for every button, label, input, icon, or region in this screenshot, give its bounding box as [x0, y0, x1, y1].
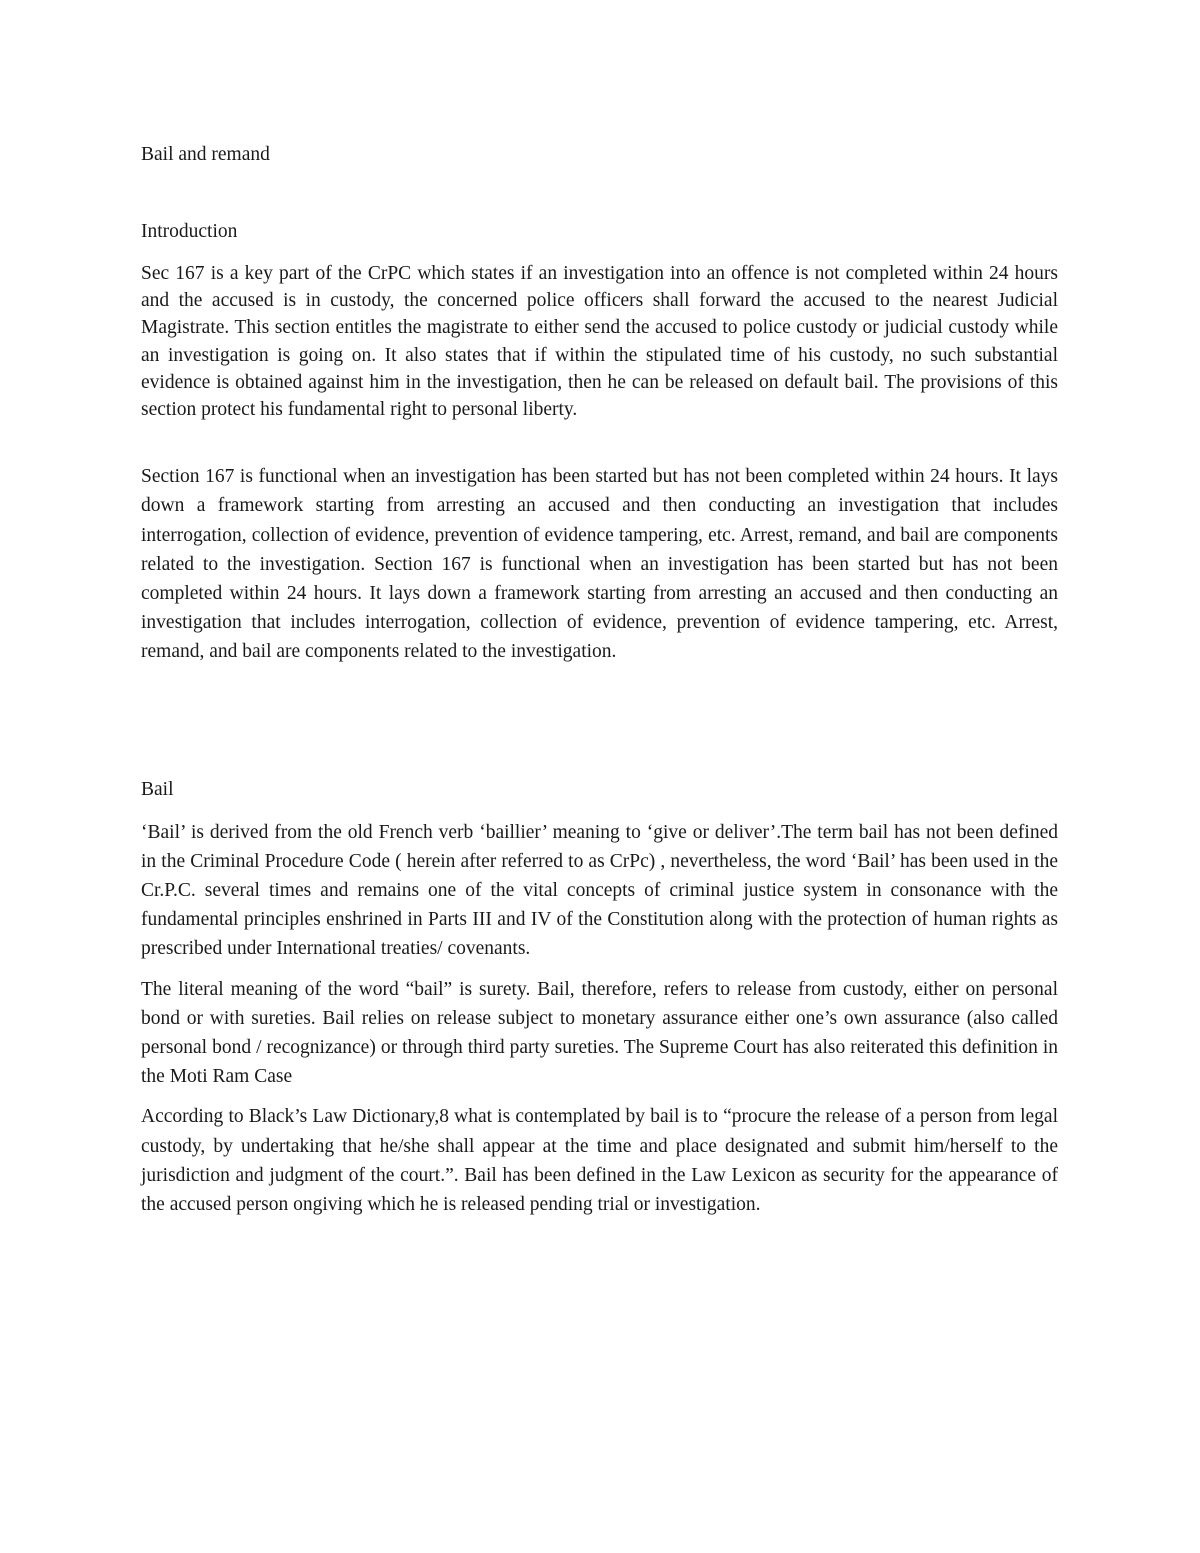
- bail-paragraph-2: The literal meaning of the word “bail” is surety. Bail, therefore, refers to release from custody, either on personal bond or with sureties. Bail relies on release subject to monetary assurance either one’s own assurance (also called personal bond / recognizance) or through third party sureties. The Supreme Court has also reiterated this definition in the Moti Ram Case: [141, 978, 1058, 1088]
- section-heading-introduction: Introduction: [141, 221, 238, 242]
- bail-paragraph-3: According to Black’s Law Dictionary,8 what is contemplated by bail is to “procure the release of a person from legal custody, by undertaking that he/she shall appear at the time and place designated and submit him/herself to the jurisdiction and judgment of the court.”. Bail has been defined in the Law Lexicon as security for the appearance of the accused person ongiving which he is released pending trial or investigation.: [141, 1106, 1058, 1216]
- introduction-paragraph-1: Sec 167 is a key part of the CrPC which states if an investigation into an offence is not completed within 24 hours and the accused is in custody, the concerned police officers shall forward the accused to the nearest Judicial Magistrate. This section entitles the magistrate to either send the accused to police custody or judicial custody while an investigation is going on. It also states that if within the stipulated time of his custody, no such substantial evidence is obtained against him in the investigation, then he can be released on default bail. The provisions of this section protect his fundamental right to personal liberty.: [141, 263, 1058, 421]
- introduction-paragraph-2: Section 167 is functional when an investigation has been started but has not been completed within 24 hours. It lays down a framework starting from arresting an accused and then conducting an investigation that includes interrogation, collection of evidence, prevention of evidence tampering, etc. Arrest, remand, and bail are components related to the investigation. Section 167 is functional when an investigation has been started but has not been completed within 24 hours. It lays down a framework starting from arresting an accused and then conducting an investigation that includes interrogation, collection of evidence, prevention of evidence tampering, etc. Arrest, remand, and bail are components related to the investigation.: [141, 466, 1058, 663]
- document-page: [141, 140, 1058, 1219]
- bail-paragraph-1: ‘Bail’ is derived from the old French verb ‘baillier’ meaning to ‘give or deliver’.The term bail has not been defined in the Criminal Procedure Code ( herein after referred to as CrPc) , nevertheless, the word ‘Bail’ has been used in the Cr.P.C. several times and remains one of the vital concepts of criminal justice system in consonance with the fundamental principles enshrined in Parts III and IV of the Constitution along with the protection of human rights as prescribed under International treaties/ covenants.: [141, 821, 1058, 960]
- document-title: Bail and remand: [141, 144, 270, 165]
- section-heading-bail: Bail: [141, 778, 174, 800]
